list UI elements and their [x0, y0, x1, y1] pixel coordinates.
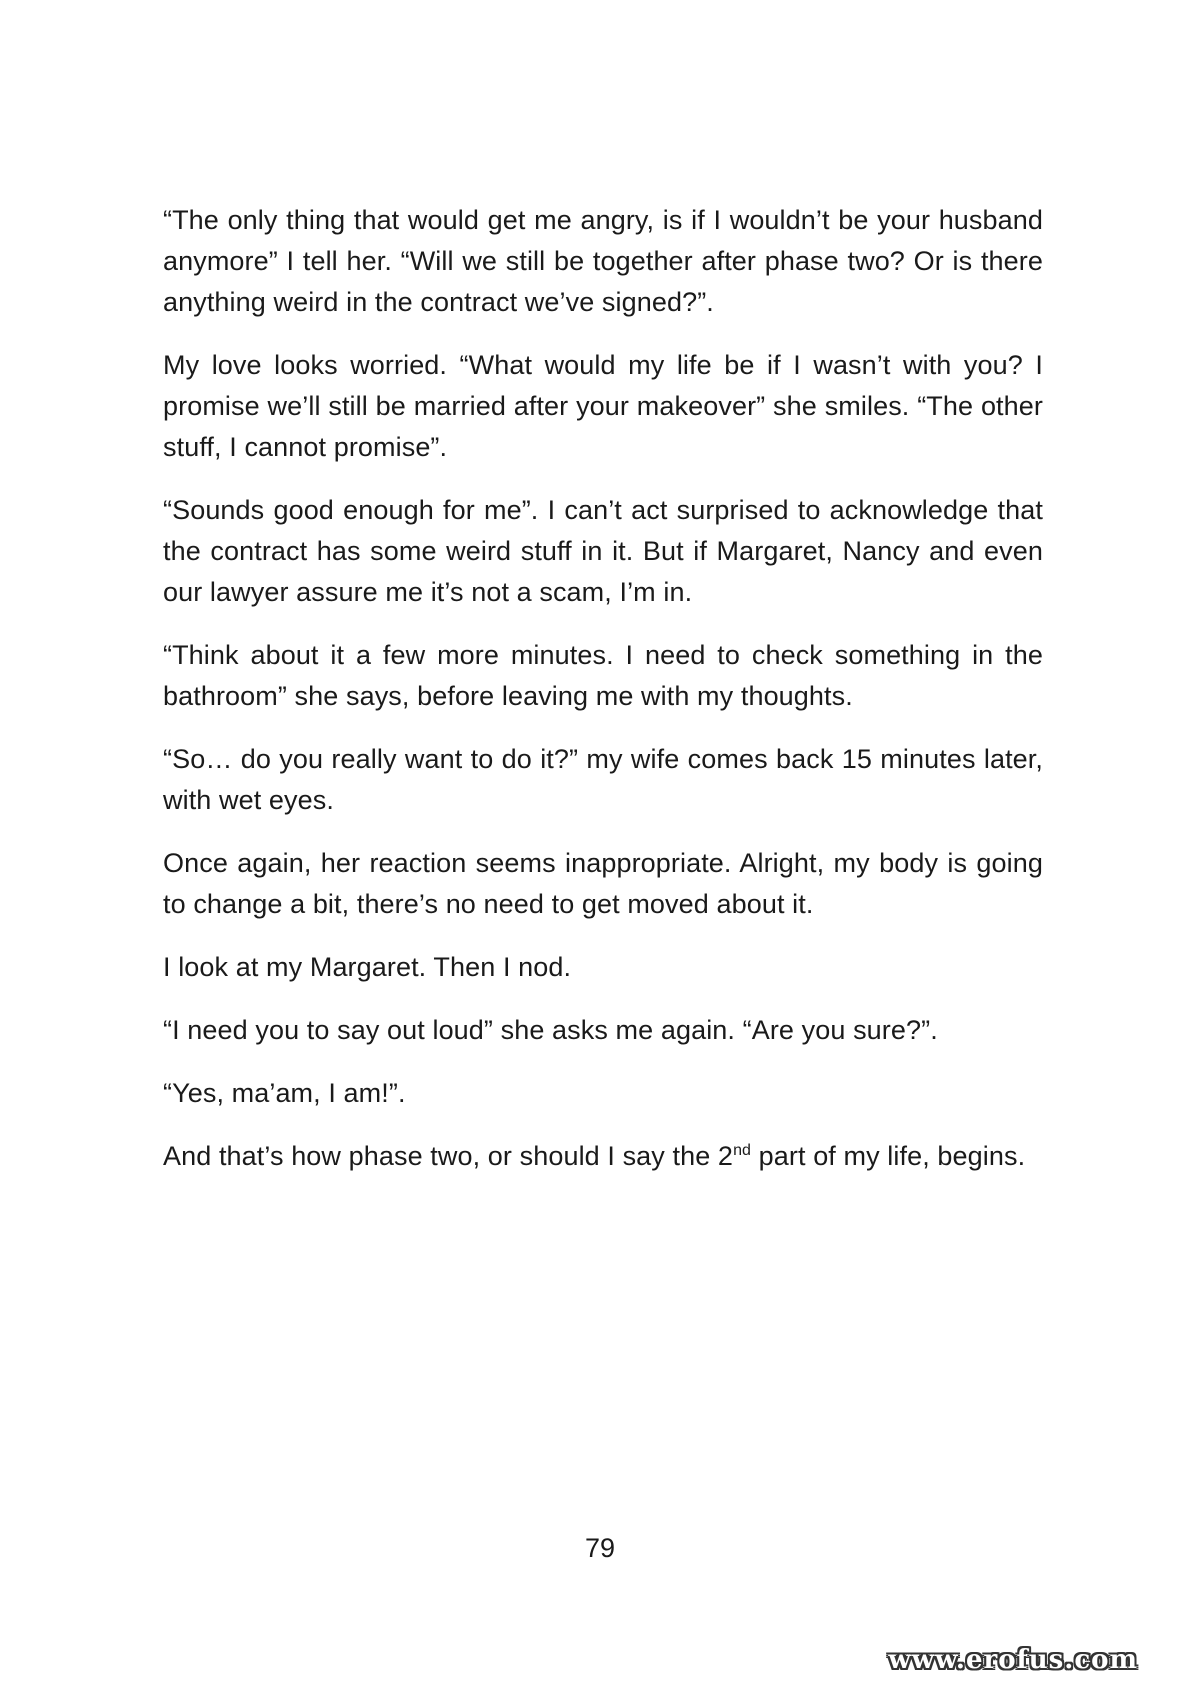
paragraph-10-after: part of my life, begins.: [751, 1141, 1026, 1171]
body-text: [163, 200, 1043, 1199]
page-number: 79: [584, 1533, 616, 1563]
paragraph-7: I look at my Margaret. Then I nod.: [163, 952, 572, 982]
paragraph-3: “Sounds good enough for me”. I can’t act surprised to acknowledge that the contract has some weird stuff in it. But if Margaret, Nancy and even our lawyer assure me it’s not a scam, I’m in.: [163, 495, 1043, 607]
paragraph-10-before: And that’s how phase two, or should I say the 2: [163, 1141, 734, 1171]
paragraph-1: “The only thing that would get me angry, is if I wouldn’t be your husband anymore” I tell her. “Will we still be together after phase two? Or is there anything weird in the contract we’ve signed?”.: [163, 205, 1043, 317]
watermark: www.erofus.com: [888, 1645, 1138, 1675]
paragraph-8: “I need you to say out loud” she asks me again. “Are you sure?”.: [163, 1015, 938, 1045]
paragraph-5: “So… do you really want to do it?” my wife comes back 15 minutes later, with wet eyes.: [163, 744, 1043, 815]
paragraph-4: “Think about it a few more minutes. I need to check something in the bathroom” she says, before leaving me with my thoughts.: [163, 640, 1043, 711]
paragraph-2: My love looks worried. “What would my life be if I wasn’t with you? I promise we’ll still be married after your makeover” she smiles. “The other stuff, I cannot promise”.: [163, 350, 1043, 462]
paragraph-6: Once again, her reaction seems inappropriate. Alright, my body is going to change a bit, there’s no need to get moved about it.: [163, 848, 1043, 919]
paragraph-10: [163, 1136, 1043, 1177]
ordinal-superscript: nd: [733, 1142, 752, 1159]
paragraph-9: “Yes, ma’am, I am!”.: [163, 1078, 406, 1108]
